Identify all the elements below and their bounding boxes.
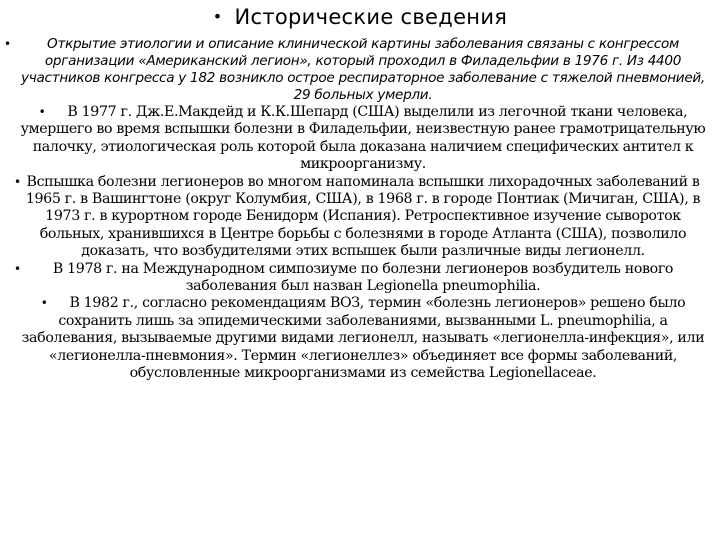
bullet-text: В 1977 г. Дж.Е.Макдейд и К.К.Шепард (США) выделили из легочной ткани человека, умершего во время вспышки болезни в Филадельфии, неизвестную ранее грамотрицательную палочку, этиологическая роль которой была доказана наличием специфических антител к микроорганизму. [20,104,706,173]
bullet-icon: • [14,261,21,276]
bullet-icon: • [38,105,46,119]
bullet-item [14,104,712,174]
bullet-item [14,261,712,296]
bullet-text: Вспышка болезни легионеров во многом напоминала вспышки лихорадочных заболеваний в 1965 г. в Вашингтоне (округ Колумбия, США), в 1968 г. в городе Понтиак (Мичиган, США), в 1973 г. в курортном городе Бенидорм (Испания). Ретроспективное изучение сывороток больных, хранившихся в Центре борьбы с болезнями в городе Атланта (США), позволило доказать, что возбудителями этих вспышек были различные виды легионелл. [25,173,701,260]
bullet-item [14,174,712,261]
bullet-text: Открытие этиологии и описание клинической картины заболевания связаны с конгрессом организации «Американский легион», который проходил в Филадельфии в 1976 г. Из 4400 участников конгресса у 182 возникло острое респираторное заболевание с тяжелой пневмонией, 29 больных умерли. [21,36,705,103]
title-text: Исторические сведения [234,5,508,29]
bullet-text: В 1978 г. на Международном симпозиуме по болезни легионеров возбудитель нового заболевания был назван Legionella pneumophilia. [52,260,674,295]
bullet-icon: • [14,174,21,189]
bullet-item [14,295,712,382]
bullet-item [4,36,712,104]
bullet-text: В 1982 г., согласно рекомендациям ВОЗ, термин «болезнь легионеров» решено было сохранить лишь за эпидемическими заболеваниями, вызванными L. pneumophilia, а заболевания, вызываемые другими видами легионелл, называть «легионелла-инфекция», или «легионелла-пневмония». Термин «легионеллез» объединяет все формы заболеваний, обусловленные микроорганизмами из семейства Legionellaceae. [21,295,705,382]
bullet-list [4,36,712,383]
bullet-icon: • [40,296,48,311]
bullet-icon: • [4,37,11,51]
bullet-icon: • [212,7,223,26]
slide-title [0,4,720,30]
